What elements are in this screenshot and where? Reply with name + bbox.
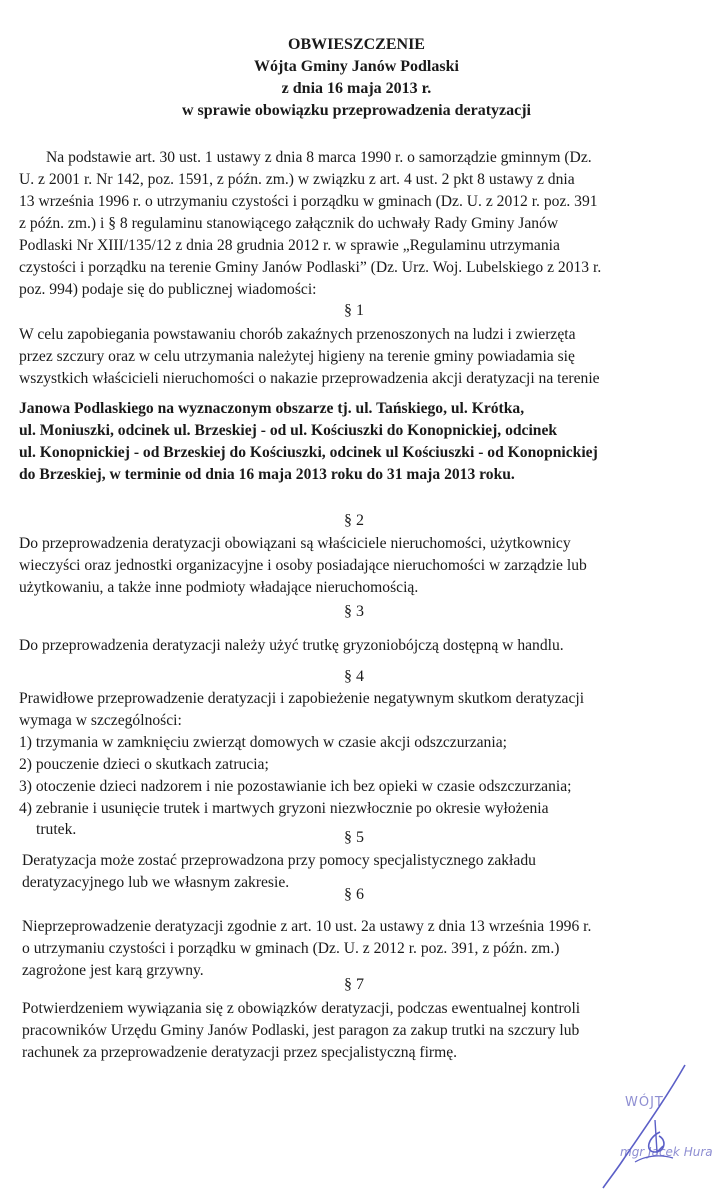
intro-line: Na podstawie art. 30 ust. 1 ustawy z dnia 8 marca 1990 r. o samorządzie gminnym (Dz.	[46, 149, 592, 166]
section-mark-5: § 5	[344, 829, 364, 846]
section-mark-4: § 4	[344, 668, 364, 685]
intro-line: Podlaski Nr XIII/135/12 z dnia 28 grudnia 2012 r. w sprawie „Regulaminu utrzymania	[19, 237, 560, 254]
section-mark-7: § 7	[344, 976, 364, 993]
s5-line: deratyzacyjnego lub we własnym zakresie.	[22, 874, 290, 891]
doc-date: z dnia 16 maja 2013 r.	[281, 80, 432, 97]
handwritten-signature	[585, 1060, 713, 1195]
section-mark-6: § 6	[344, 886, 364, 903]
doc-author: Wójta Gminy Janów Podlaski	[254, 58, 459, 75]
doc-subject: w sprawie obowiązku przeprowadzenia deratyzacji	[182, 102, 531, 119]
s1-line: przez szczury oraz w celu utrzymania należytej higieny na terenie gminy powiadamia się	[19, 348, 575, 365]
doc-title: OBWIESZCZENIE	[288, 36, 425, 53]
intro-line: poz. 994) podaje się do publicznej wiadomości:	[19, 281, 317, 298]
s4-line: wymaga w szczególności:	[19, 712, 182, 729]
s1-bold-line: Janowa Podlaskiego na wyznaczonym obszarze tj. ul. Tańskiego, ul. Krótka,	[19, 400, 525, 417]
s4-list-item: 3) otoczenie dzieci nadzorem i nie pozostawianie ich bez opieki w czasie odszczurzania;	[19, 778, 572, 795]
section-mark-1: § 1	[344, 302, 364, 319]
s1-bold-line: do Brzeskiej, w terminie od dnia 16 maja 2013 roku do 31 maja 2013 roku.	[19, 466, 515, 483]
s5-line: Deratyzacja może zostać przeprowadzona przy pomocy specjalistycznego zakładu	[22, 852, 536, 869]
intro-line: z późn. zm.) i § 8 regulaminu stanowiącego załącznik do uchwały Rady Gminy Janów	[19, 215, 559, 232]
s1-bold-line: ul. Moniuszki, odcinek ul. Brzeskiej - od ul. Kościuszki do Konopnickiej, odcinek	[19, 422, 558, 439]
s6-line: Nieprzeprowadzenie deratyzacji zgodnie z art. 10 ust. 2a ustawy z dnia 13 września 1996 r.	[22, 918, 592, 935]
s7-line: pracowników Urzędu Gminy Janów Podlaski, jest paragon za zakup trutki na szczury lub	[22, 1022, 580, 1039]
s4-line: Prawidłowe przeprowadzenie deratyzacji i zapobieżenie negatywnym skutkom deratyzacji	[19, 690, 585, 707]
s6-line: o utrzymaniu czystości i porządku w gminach (Dz. U. z 2012 r. poz. 391, z późn. zm.)	[22, 940, 560, 957]
s6-line: zagrożone jest karą grzywny.	[22, 962, 204, 979]
s3-line: Do przeprowadzenia deratyzacji należy użyć trutkę gryzoniobójczą dostępną w handlu.	[19, 637, 564, 654]
s2-line: Do przeprowadzenia deratyzacji obowiązani są właściciele nieruchomości, użytkownicy	[19, 535, 571, 552]
stamp-title: WÓJT	[625, 1095, 664, 1110]
s4-list-item-cont: trutek.	[36, 821, 77, 838]
intro-line: U. z 2001 r. Nr 142, poz. 1591, z późn. zm.) w związku z art. 4 ust. 2 pkt 8 ustawy z dnia	[19, 171, 575, 188]
s2-line: użytkowaniu, a także inne podmioty władające nieruchomością.	[19, 579, 419, 596]
s2-line: wieczyści oraz jednostki organizacyjne i osoby posiadające nieruchomości w zarządzie lub	[19, 557, 587, 574]
section-mark-3: § 3	[344, 603, 364, 620]
s7-line: rachunek za przeprowadzenie deratyzacji przez specjalistyczną firmę.	[22, 1044, 458, 1061]
s7-line: Potwierdzeniem wywiązania się z obowiązków deratyzacji, podczas ewentualnej kontroli	[22, 1000, 581, 1017]
s1-bold-line: ul. Konopnickiej - od Brzeskiej do Kościuszki, odcinek ul Kościuszki - od Konopnickiej	[19, 444, 598, 461]
stamp-name: mgr Jacek Hura	[620, 1145, 713, 1159]
s4-list-item: 4) zebranie i usunięcie trutek i martwych gryzoni niezwłocznie po okresie wyłożenia	[19, 800, 549, 817]
s4-list-item: 1) trzymania w zamknięciu zwierząt domowych w czasie akcji odszczurzania;	[19, 734, 507, 751]
intro-line: 13 września 1996 r. o utrzymaniu czystości i porządku w gminach (Dz. U. z 2012 r. poz. 391	[19, 193, 598, 210]
s4-list-item: 2) pouczenie dzieci o skutkach zatrucia;	[19, 756, 269, 773]
s1-line: wszystkich właścicieli nieruchomości o nakazie przeprowadzenia akcji deratyzacji na terenie	[19, 370, 600, 387]
section-mark-2: § 2	[344, 512, 364, 529]
intro-line: czystości i porządku na terenie Gminy Janów Podlaski” (Dz. Urz. Woj. Lubelskiego z 2013 r.	[19, 259, 602, 276]
s1-line: W celu zapobiegania powstawaniu chorób zakaźnych przenoszonych na ludzi i zwierzęta	[19, 326, 576, 343]
